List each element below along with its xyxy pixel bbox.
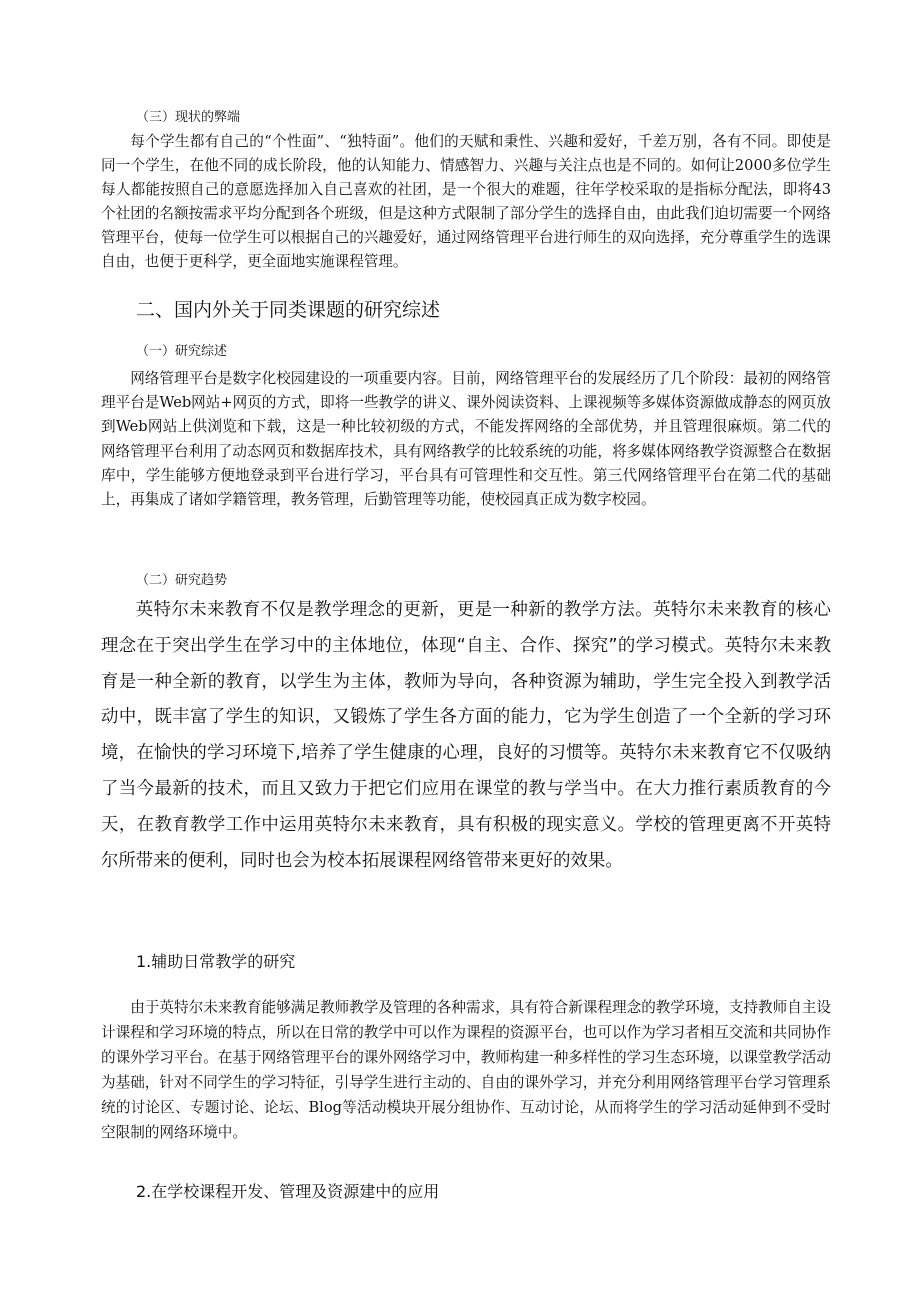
subsection-heading-research-summary: （一）研究综述 [136,344,228,359]
item-heading-curriculum-development: 2.在学校课程开发、管理及资源建中的应用 [136,1182,440,1201]
paragraph-daily-teaching: 由于英特尔未来教育能够满足教师教学及管理的各种需求，具有符合新课程理念的教学环境，支持教师自主设计课程和学习环境的特点，所以在日常的教学中可以作为课程的资源平台，也可以作为学习者相互交流和共同协作的课外学习平台。在基于网络管理平台的课外网络学习中，教师构建一种多样性的学习生态环境，以课堂教学活动为基础，针对不同学生的学习特征，引导学生进行主动的、自由的课外学习，并充分利用网络管理平台学习管理系统的讨论区、专题讨论、论坛、Blog等活动模块开展分组协作、互动讨论，从而将学生的学习活动延伸到不受时空限制的网络环境中。 [101,999,831,1141]
item-heading-daily-teaching: 1.辅助日常教学的研究 [136,952,296,971]
paragraph-research-summary: 网络管理平台是数字化校园建设的一项重要内容。目前，网络管理平台的发展经历了几个阶段：最初的网络管理平台是Web网站+网页的方式，即将一些教学的讲义、课外阅读资料、上课视频等多媒体资源做成静态的网页放到Web网站上供浏览和下载，这是一种比较初级的方式，不能发挥网络的全部优势，并且管理很麻烦。第二代的网络管理平台利用了动态网页和数据库技术，具有网络教学的比较系统的功能，将多媒体网络教学资源整合在数据库中，学生能够方便地登录到平台进行学习，平台具有可管理性和交互性。第三代网络管理平台在第二代的基础上，再集成了诸如学籍管理，教务管理，后勤管理等功能，使校园真正成为数字校园。 [101,370,831,509]
subsection-heading-current-drawbacks: （三）现状的弊端 [136,110,241,125]
paragraph-current-drawbacks: 每个学生都有自己的“个性面”、“独特面”。他们的天赋和秉性、兴趣和爱好，千差万别，各有不同。即使是同一个学生，在他不同的成长阶段，他的认知能力、情感智力、兴趣与关注点也是不同的。如何让2000多位学生每人都能按照自己的意愿选择加入自己喜欢的社团，是一个很大的难题，往年学校采取的是指标分配法，即将43个社团的名额按需求平均分配到各个班级，但是这种方式限制了部分学生的选择自由，由此我们迫切需要一个网络管理平台，使每一位学生可以根据自己的兴趣爱好，通过网络管理平台进行师生的双向选择，充分尊重学生的选课自由，也便于更科学，更全面地实施课程管理。 [101,133,831,270]
chapter-heading-research-review: 二、国内外关于同类课题的研究综述 [136,299,441,321]
paragraph-research-trend: 英特尔未来教育不仅是教学理念的更新，更是一种新的教学方法。英特尔未来教育的核心理念在于突出学生在学习中的主体地位，体现“自主、合作、探究”的学习模式。英特尔未来教育是一种全新的教育，以学生为主体，教师为导向，各种资源为辅助，学生完全投入到教学活动中，既丰富了学生的知识，又锻炼了学生各方面的能力，它为学生创造了一个全新的学习环境，在愉快的学习环境下,培养了学生健康的心理，良好的习惯等。英特尔未来教育它不仅吸纳了当今最新的技术，而且又致力于把它们应用在课堂的教与学当中。在大力推行素质教育的今天，在教育教学工作中运用英特尔未来教育，具有积极的现实意义。学校的管理更离不开英特尔所带来的便利，同时也会为校本拓展课程网络管带来更好的效果。 [101,600,831,871]
subsection-heading-research-trend: （二）研究趋势 [136,573,228,588]
